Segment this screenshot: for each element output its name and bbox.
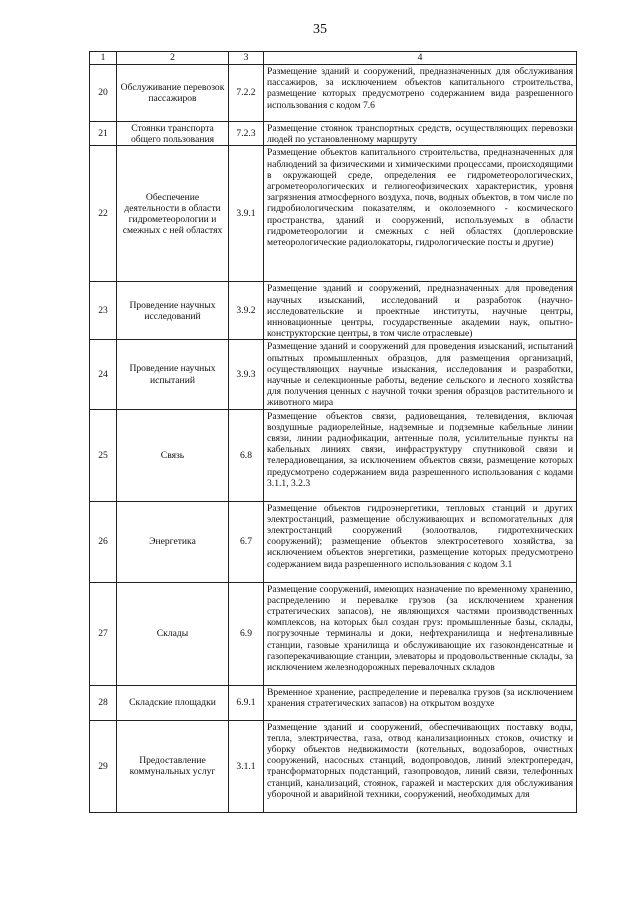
header-col-4: 4 (264, 52, 577, 65)
table-row (90, 685, 577, 720)
use-type-code: 6.9 (229, 582, 264, 685)
use-type-description: Размещение объектов гидроэнергетики, тепловых станций и других электростанций, размещение обслуживающих и вспомогательных для электростанций сооружений (золоотвалов, гидротехнических сооружений); размещение объектов электросетевого хозяйства, за исключением объектов энергетики, размещение которых предусмотрено содержанием вида разрешенного использования с кодом 3.1 (264, 501, 577, 582)
row-number: 28 (90, 685, 117, 720)
use-type-name: Проведение научных испытаний (117, 340, 229, 409)
use-type-name: Склады (117, 582, 229, 685)
use-type-name: Складские площадки (117, 685, 229, 720)
header-col-3: 3 (229, 52, 264, 65)
use-type-code: 6.8 (229, 409, 264, 501)
table-row (90, 409, 577, 501)
header-col-1: 1 (90, 52, 117, 65)
table-row (90, 282, 577, 340)
use-type-name: Обеспечение деятельности в области гидрометеорологии и смежных с ней областях (117, 146, 229, 282)
table-row (90, 501, 577, 582)
use-type-name: Предоставление коммунальных услуг (117, 720, 229, 812)
use-type-description: Размещение зданий и сооружений, предназначенных для обслуживания пассажиров, за исключением объектов капитального строительства, размещение которых предусмотрено содержанием вида разрешенного использования с кодом 7.6 (264, 65, 577, 122)
use-type-code: 3.9.2 (229, 282, 264, 340)
table-row (90, 65, 577, 122)
use-type-name: Связь (117, 409, 229, 501)
use-type-name: Энергетика (117, 501, 229, 582)
row-number: 20 (90, 65, 117, 122)
use-type-description: Размещение сооружений, имеющих назначение по временному хранению, распределению и перевалке грузов (за исключением хранения стратегических запасов), не являющихся частями производственных комплексов, на которых был создан груз: промышленные базы, склады, погрузочные терминалы и доки, нефтехранилища и нефтеналивные станции, газовые хранилища и обслуживающие их газоконденсатные и газоперекачивающие станции, элеваторы и продовольственные склады, за исключением железнодорожных перевалочных складов (264, 582, 577, 685)
row-number: 23 (90, 282, 117, 340)
use-type-description: Размещение объектов капитального строительства, предназначенных для наблюдений за физическими и химическими процессами, происходящими в окружающей среде, определения ее гидрометеорологических, агрометеорологических и гелиогеофизических характеристик, уровня загрязнения атмосферного воздуха, почв, водных объектов, в том числе по гидробиологическим показателям, и околоземного - космического пространства, зданий и сооружений, используемых в области гидрометеорологии и смежных с ней областях (доплеровские метеорологические радиолокаторы, гидрологические посты и другие) (264, 146, 577, 282)
use-type-name: Проведение научных исследований (117, 282, 229, 340)
land-use-table (89, 51, 577, 813)
table-row (90, 146, 577, 282)
use-type-description: Размещение зданий и сооружений для проведения изысканий, испытаний опытных промышленных образцов, для размещения организаций, осуществляющих научные изыскания, исследования и разработки, научные и селекционные работы, ведение сельского и лесного хозяйства для получения ценных с научной точки зрения образцов растительного и животного мира (264, 340, 577, 409)
use-type-description: Размещение зданий и сооружений, предназначенных для проведения научных изысканий, исследований и разработок (научно-исследовательские и проектные институты, научные центры, инновационные центры, государственные академии наук, опытно-конструкторские центры, в том числе отраслевые) (264, 282, 577, 340)
page-number: 35 (313, 22, 327, 37)
use-type-code: 3.9.3 (229, 340, 264, 409)
row-number: 25 (90, 409, 117, 501)
table-row (90, 340, 577, 409)
use-type-code: 6.7 (229, 501, 264, 582)
row-number: 26 (90, 501, 117, 582)
table-row (90, 582, 577, 685)
row-number: 27 (90, 582, 117, 685)
table-header-row (90, 52, 577, 65)
use-type-name: Стоянки транспорта общего пользования (117, 122, 229, 146)
header-col-2: 2 (117, 52, 229, 65)
table-row (90, 720, 577, 812)
use-type-description: Временное хранение, распределение и перевалка грузов (за исключением хранения стратегических запасов) на открытом воздухе (264, 685, 577, 720)
use-type-description: Размещение зданий и сооружений, обеспечивающих поставку воды, тепла, электричества, газа, отвод канализационных стоков, очистку и уборку объектов недвижимости (котельных, водозаборов, очистных сооружений, насосных станций, водопроводов, линий электропередач, трансформаторных подстанций, газопроводов, линий связи, телефонных станций, канализаций, стоянок, гаражей и мастерских для обслуживания уборочной и аварийной техники, сооружений, необходимых для (264, 720, 577, 812)
use-type-description: Размещение объектов связи, радиовещания, телевидения, включая воздушные радиорелейные, надземные и подземные кабельные линии связи, линии радиофикации, антенные поля, усилительные пункты на кабельных линиях связи, инфраструктуру спутниковой связи и телерадиовещания, за исключением объектов связи, размещение которых предусмотрено содержанием вида разрешенного использования с кодами 3.1.1, 3.2.3 (264, 409, 577, 501)
row-number: 24 (90, 340, 117, 409)
use-type-code: 6.9.1 (229, 685, 264, 720)
use-type-code: 3.1.1 (229, 720, 264, 812)
use-type-name: Обслуживание перевозок пассажиров (117, 65, 229, 122)
row-number: 22 (90, 146, 117, 282)
use-type-code: 7.2.3 (229, 122, 264, 146)
table-row (90, 122, 577, 146)
use-type-code: 7.2.2 (229, 65, 264, 122)
row-number: 29 (90, 720, 117, 812)
use-type-description: Размещение стоянок транспортных средств, осуществляющих перевозки людей по установленному маршруту (264, 122, 577, 146)
row-number: 21 (90, 122, 117, 146)
use-type-code: 3.9.1 (229, 146, 264, 282)
